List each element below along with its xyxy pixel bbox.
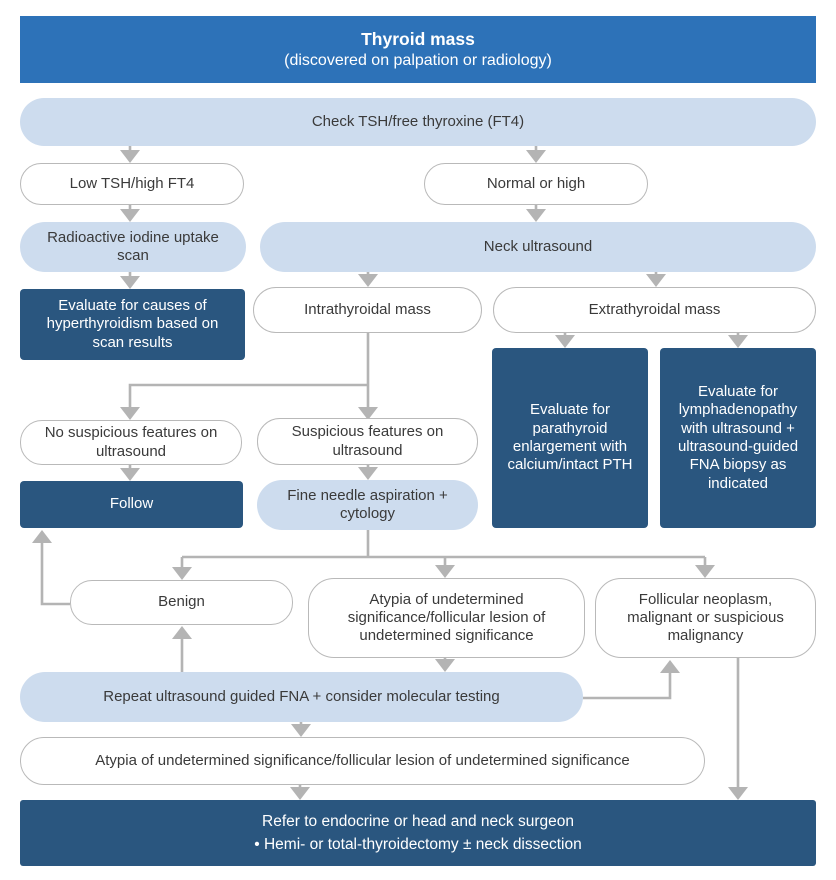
node-fna-cytology: Fine needle aspiration + cytology (257, 480, 478, 530)
header-thyroid-mass (20, 16, 816, 83)
node-intrathyroidal-mass: Intrathyroidal mass (253, 287, 482, 333)
node-repeat-fna: Repeat ultrasound guided FNA + consider molecular testing (20, 672, 583, 722)
node-neck-ultrasound: Neck ultrasound (260, 222, 816, 272)
refer-line-1: Refer to endocrine or head and neck surgeon (262, 812, 574, 830)
header-title: Thyroid mass (361, 28, 475, 49)
node-suspicious-features: Suspicious features on ultrasound (257, 418, 478, 465)
node-normal-or-high: Normal or high (424, 163, 648, 205)
header-subtitle: (discovered on palpation or radiology) (284, 52, 552, 70)
node-evaluate-lymphadenopathy: Evaluate for lymphadenopathy with ultrasound + ultrasound-guided FNA biopsy as indicated (660, 348, 816, 528)
node-check-tsh: Check TSH/free thyroxine (FT4) (20, 98, 816, 146)
node-atypia-wide: Atypia of undetermined significance/follicular lesion of undetermined significance (20, 737, 705, 785)
node-low-tsh-high-ft4: Low TSH/high FT4 (20, 163, 244, 205)
node-benign: Benign (70, 580, 293, 625)
node-follow: Follow (20, 481, 243, 528)
node-refer-surgeon (20, 800, 816, 866)
node-atypia: Atypia of undetermined significance/follicular lesion of undetermined significance (308, 578, 585, 658)
node-no-suspicious-features: No suspicious features on ultrasound (20, 420, 242, 465)
refer-line-2: • Hemi- or total-thyroidectomy ± neck dissection (254, 836, 582, 853)
node-evaluate-parathyroid: Evaluate for parathyroid enlargement with calcium/intact PTH (492, 348, 648, 528)
node-evaluate-hyperthyroidism: Evaluate for causes of hyperthyroidism based on scan results (20, 289, 245, 360)
node-radioactive-iodine-uptake-scan: Radioactive iodine uptake scan (20, 222, 246, 272)
node-follicular-neoplasm: Follicular neoplasm, malignant or suspicious malignancy (595, 578, 816, 658)
node-extrathyroidal-mass: Extrathyroidal mass (493, 287, 816, 333)
